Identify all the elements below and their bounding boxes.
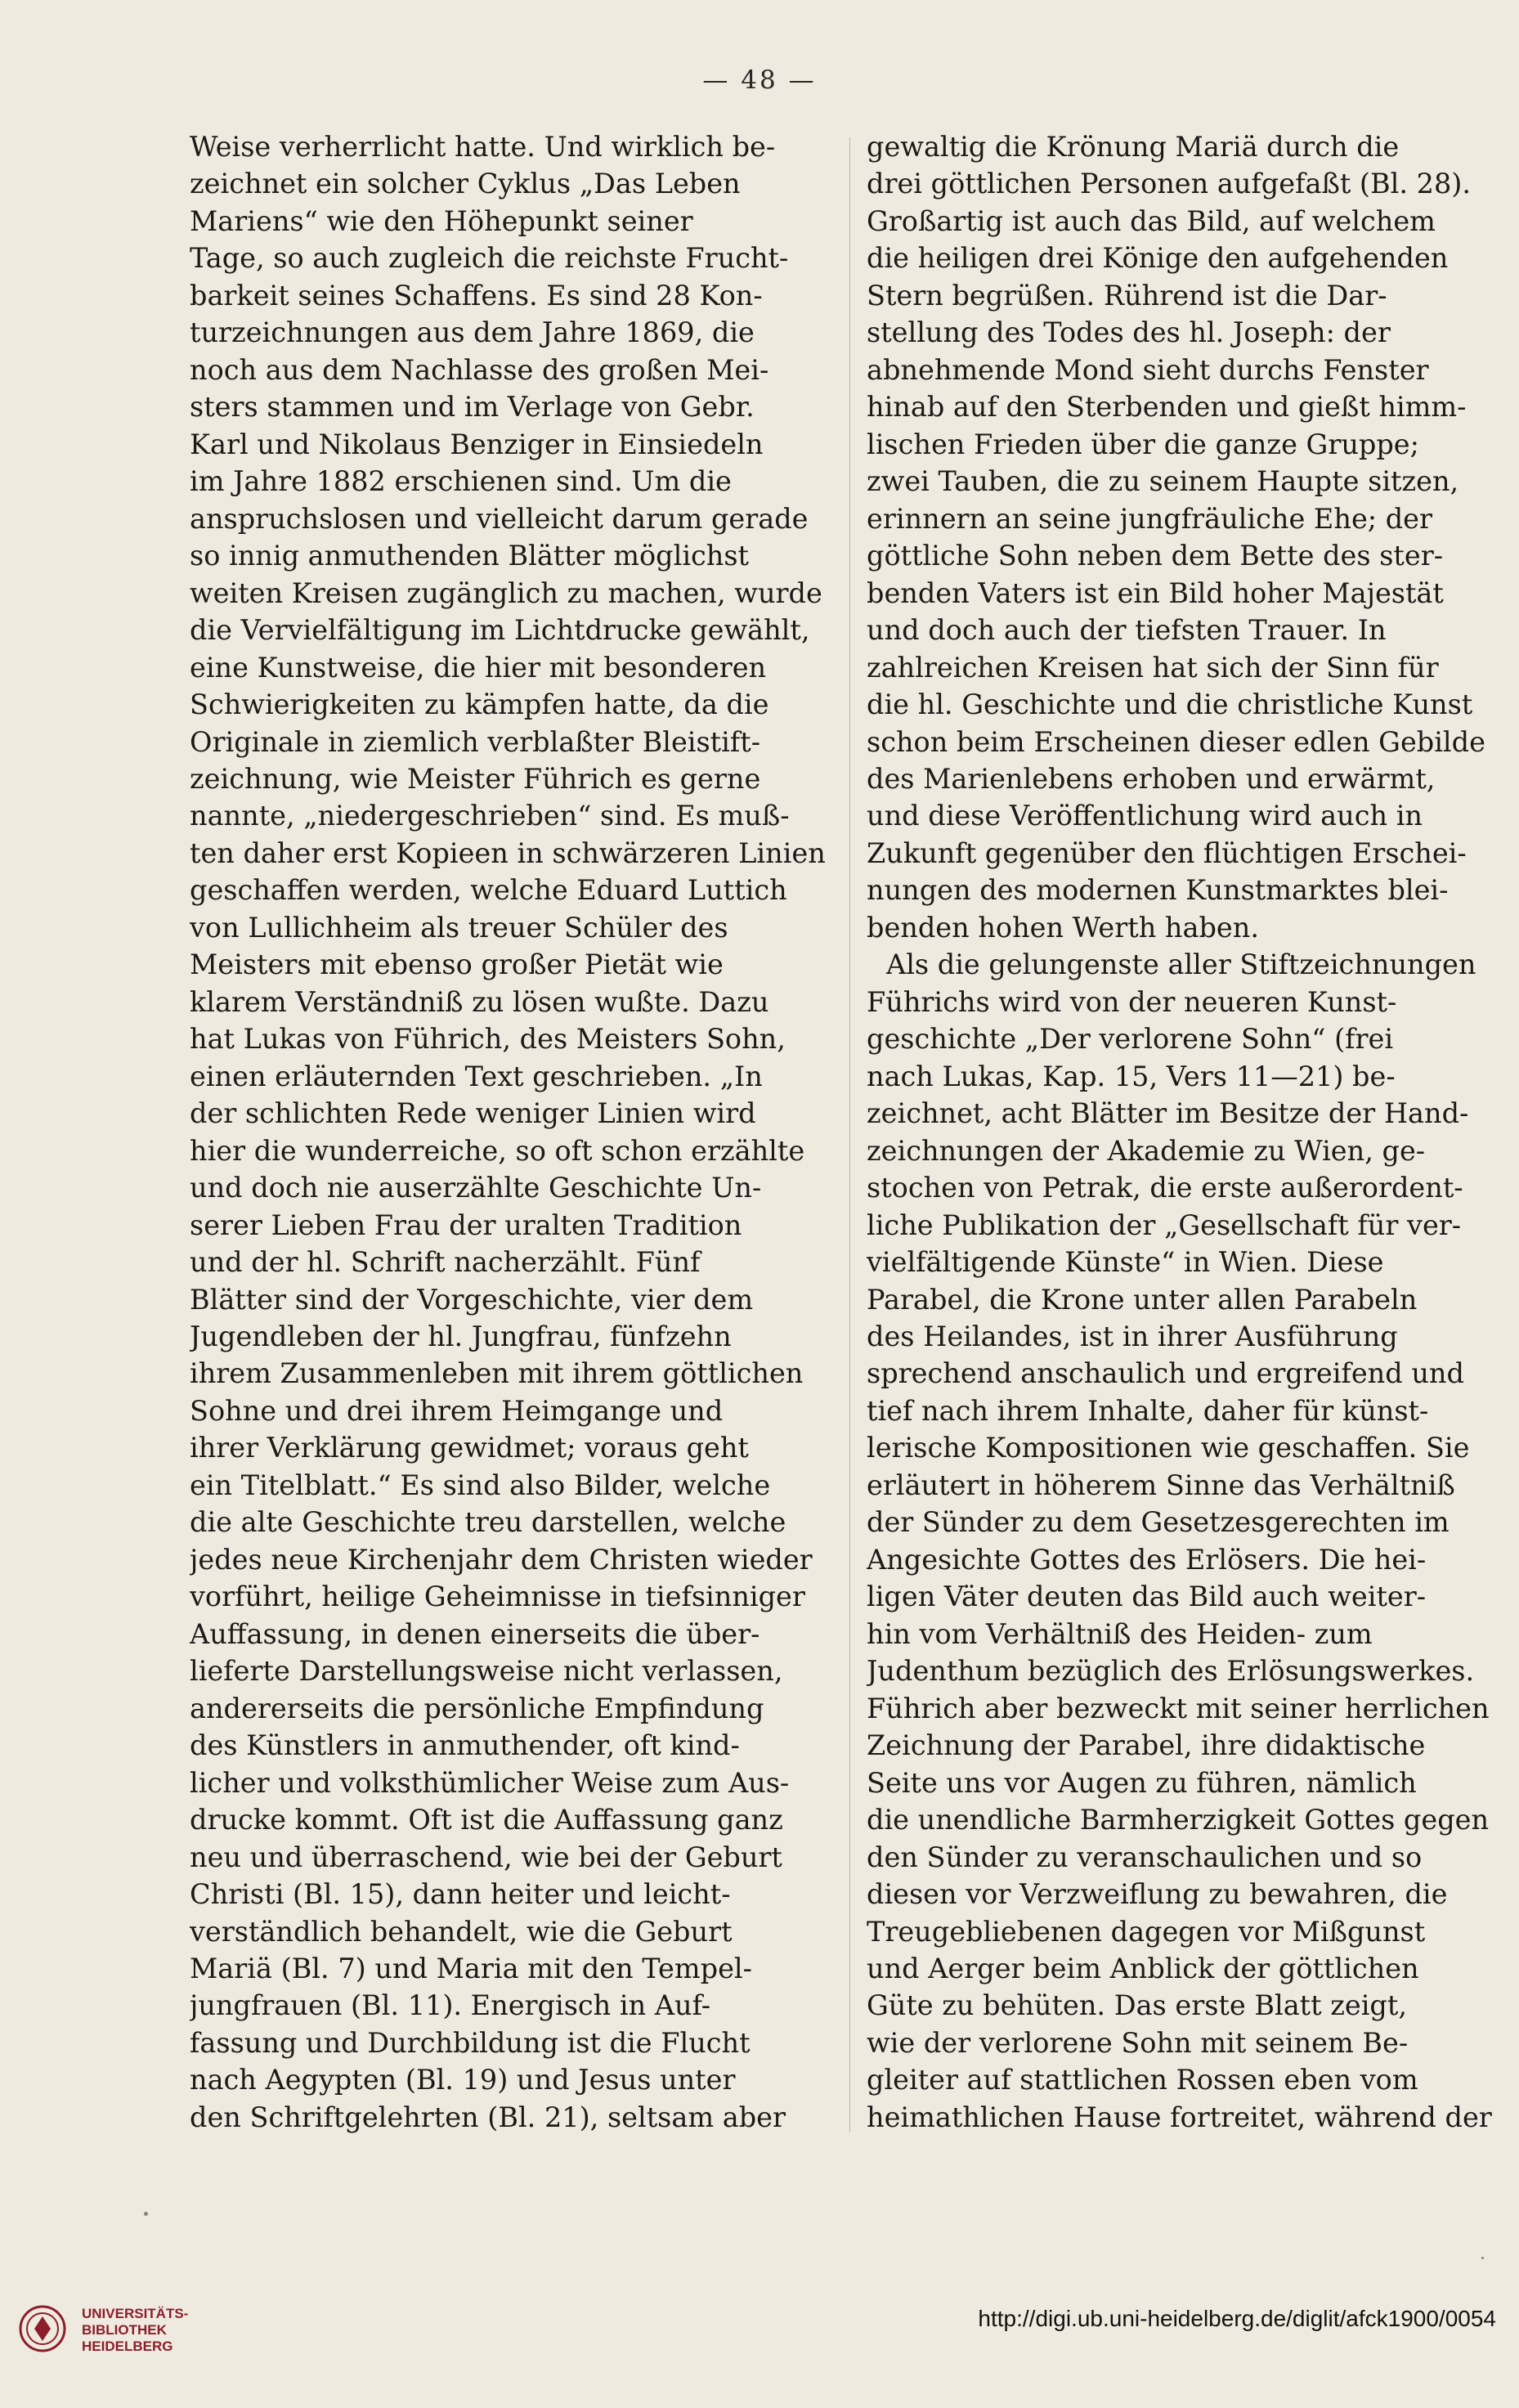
text-line: des Künstlers in anmuthender, oft kind- bbox=[190, 1729, 740, 1762]
text-line: nach Lukas, Kap. 15, Vers 11—21) be- bbox=[867, 1060, 1396, 1092]
scan-speck bbox=[1481, 2257, 1484, 2259]
text-line: hin vom Verhältniß des Heiden- zum bbox=[867, 1617, 1373, 1650]
text-line: und diese Veröffentlichung wird auch in bbox=[867, 800, 1423, 832]
text-line: benden Vaters ist ein Bild hoher Majestät bbox=[867, 576, 1444, 609]
text-line: hinab auf den Sterbenden und gießt himm- bbox=[867, 391, 1467, 424]
text-line: die hl. Geschichte und die christliche Kunst bbox=[867, 688, 1473, 721]
text-line: jungfrauen (Bl. 11). Energisch in Auf- bbox=[190, 1989, 711, 2022]
text-line: lieferte Darstellungsweise nicht verlassen, bbox=[190, 1655, 783, 1688]
text-line: ein Titelblatt.“ Es sind also Bilder, welche bbox=[190, 1469, 771, 1501]
text-line: Weise verherrlicht hatte. Und wirklich be- bbox=[190, 131, 776, 163]
scan-speck bbox=[144, 2212, 148, 2216]
text-line: andererseits die persönliche Empfindung bbox=[190, 1692, 764, 1724]
text-line: zeichnet ein solcher Cyklus „Das Leben bbox=[190, 168, 741, 200]
text-line: göttliche Sohn neben dem Bette des ster- bbox=[867, 540, 1444, 572]
text-line: licher und volksthümlicher Weise zum Aus- bbox=[190, 1766, 790, 1799]
text-line: gleiter auf stattlichen Rossen eben vom bbox=[867, 2064, 1418, 2096]
text-line: Zeichnung der Parabel, ihre didaktische bbox=[867, 1729, 1426, 1762]
text-line: zahlreichen Kreisen hat sich der Sinn für bbox=[867, 651, 1439, 684]
text-line: hat Lukas von Führich, des Meisters Sohn, bbox=[190, 1023, 786, 1056]
library-logo-line: BIBLIOTHEK bbox=[82, 2322, 167, 2338]
source-url[interactable]: http://digi.ub.uni-heidelberg.de/diglit/afck1900/0054 bbox=[978, 2306, 1496, 2331]
text-line: fassung und Durchbildung ist die Flucht bbox=[190, 2026, 751, 2059]
text-line: erinnern an seine jungfräuliche Ehe; der bbox=[867, 502, 1433, 535]
text-line: jedes neue Kirchenjahr dem Christen wieder bbox=[190, 1543, 813, 1576]
text-line: geschaffen werden, welche Eduard Luttich bbox=[190, 874, 787, 907]
text-line: Großartig ist auch das Bild, auf welchem bbox=[867, 204, 1436, 237]
text-line: noch aus dem Nachlasse des großen Mei- bbox=[190, 353, 769, 386]
library-logo-line: UNIVERSITÄTS- bbox=[82, 2306, 189, 2321]
text-line: stochen von Petrak, die erste außerordent- bbox=[867, 1172, 1463, 1204]
text-line: nungen des modernen Kunstmarktes blei- bbox=[867, 874, 1449, 907]
text-line: benden hohen Werth haben. bbox=[867, 911, 1259, 944]
text-line: zeichnet, acht Blätter im Besitze der Hand- bbox=[867, 1097, 1469, 1130]
text-line: Angesichte Gottes des Erlösers. Die hei- bbox=[867, 1543, 1427, 1576]
text-line: zeichnung, wie Meister Führich es gerne bbox=[190, 762, 761, 795]
text-line: ihrem Zusammenleben mit ihrem göttlichen bbox=[190, 1357, 804, 1390]
text-line: Stern begrüßen. Rührend ist die Dar- bbox=[867, 279, 1387, 312]
text-line: nannte, „niedergeschrieben“ sind. Es muß- bbox=[190, 800, 790, 832]
text-line: Als die gelungenste aller Stiftzeichnungen bbox=[886, 948, 1476, 981]
text-line: im Jahre 1882 erschienen sind. Um die bbox=[190, 465, 732, 498]
text-column-left bbox=[190, 131, 837, 2134]
text-line: zwei Tauben, die zu seinem Haupte sitzen, bbox=[867, 465, 1459, 498]
digitization-footer bbox=[0, 2289, 1519, 2408]
text-line: hier die wunderreiche, so oft schon erzählte bbox=[190, 1134, 805, 1167]
text-line: abnehmende Mond sieht durchs Fenster bbox=[867, 353, 1429, 386]
text-line: vorführt, heilige Geheimnisse in tiefsinniger bbox=[190, 1581, 805, 1613]
text-line: vielfältigende Künste“ in Wien. Diese bbox=[867, 1246, 1384, 1279]
text-line: neu und überraschend, wie bei der Geburt bbox=[190, 1841, 782, 1873]
text-line: verständlich behandelt, wie die Geburt bbox=[190, 1915, 733, 1948]
text-line: drucke kommt. Oft ist die Auffassung ganz bbox=[190, 1804, 783, 1836]
text-line: erläutert in höherem Sinne das Verhältniß bbox=[867, 1469, 1455, 1501]
text-line: Sohne und drei ihrem Heimgange und bbox=[190, 1394, 724, 1427]
text-line: wie der verlorene Sohn mit seinem Be- bbox=[867, 2026, 1409, 2059]
text-line: die heiligen drei Könige den aufgehenden bbox=[867, 242, 1449, 275]
text-line: turzeichnungen aus dem Jahre 1869, die bbox=[190, 316, 755, 349]
text-line: barkeit seines Schaffens. Es sind 28 Kon- bbox=[190, 279, 763, 312]
text-line: ligen Väter deuten das Bild auch weiter- bbox=[867, 1581, 1427, 1613]
text-line: so innig anmuthenden Blätter möglichst bbox=[190, 540, 750, 572]
text-line: den Sünder zu veranschaulichen und so bbox=[867, 1841, 1423, 1873]
text-line: die Vervielfältigung im Lichtdrucke gewählt, bbox=[190, 614, 810, 647]
text-line: und doch auch der tiefsten Trauer. In bbox=[867, 614, 1387, 647]
text-line: Mariä (Bl. 7) und Maria mit den Tempel- bbox=[190, 1952, 752, 1984]
text-line: nach Aegypten (Bl. 19) und Jesus unter bbox=[190, 2064, 736, 2096]
text-line: klarem Verständniß zu lösen wußte. Dazu bbox=[190, 985, 769, 1018]
text-line: ten daher erst Kopieen in schwärzeren Linien bbox=[190, 836, 826, 869]
text-line: Judenthum bezüglich des Erlösungswerkes. bbox=[867, 1655, 1475, 1688]
text-line: Auffassung, in denen einerseits die über- bbox=[190, 1617, 760, 1650]
text-line: tief nach ihrem Inhalte, daher für künst- bbox=[867, 1394, 1429, 1427]
text-line: des Heilandes, ist in ihrer Ausführung bbox=[867, 1321, 1398, 1352]
text-line: lerische Kompositionen wie geschaffen. Sie bbox=[867, 1432, 1470, 1464]
text-line: Seite uns vor Augen zu führen, nämlich bbox=[867, 1766, 1417, 1799]
page-number: — 48 — bbox=[702, 65, 817, 95]
text-line: Jugendleben der hl. Jungfrau, fünfzehn bbox=[190, 1321, 732, 1352]
text-line: sters stammen und im Verlage von Gebr. bbox=[190, 391, 755, 424]
text-line: diesen vor Verzweiflung zu bewahren, die bbox=[867, 1878, 1448, 1911]
text-line: Zukunft gegenüber den flüchtigen Erschei- bbox=[867, 836, 1467, 869]
text-line: eine Kunstweise, die hier mit besonderen bbox=[190, 651, 767, 684]
library-logo-text bbox=[82, 2306, 188, 2355]
text-line: und der hl. Schrift nacherzählt. Fünf bbox=[190, 1246, 701, 1279]
text-line: weiten Kreisen zugänglich zu machen, wurde bbox=[190, 576, 822, 609]
text-line: Schwierigkeiten zu kämpfen hatte, da die bbox=[190, 688, 769, 721]
text-line: anspruchslosen und vielleicht darum gerade bbox=[190, 502, 809, 535]
text-line: Originale in ziemlich verblaßter Bleistift- bbox=[190, 725, 761, 758]
text-line: und doch nie auserzählte Geschichte Un- bbox=[190, 1172, 762, 1204]
text-line: Meisters mit ebenso großer Pietät wie bbox=[190, 948, 724, 981]
text-line: der Sünder zu dem Gesetzesgerechten im bbox=[867, 1506, 1450, 1539]
text-line: von Lullichheim als treuer Schüler des bbox=[190, 911, 728, 944]
text-line: Treugebliebenen dagegen vor Mißgunst bbox=[867, 1915, 1426, 1948]
text-line: Karl und Nikolaus Benziger in Einsiedeln bbox=[190, 428, 764, 460]
text-line: die unendliche Barmherzigkeit Gottes gegen bbox=[867, 1804, 1490, 1836]
library-logo-line: HEIDELBERG bbox=[82, 2338, 173, 2354]
text-line: Mariens“ wie den Höhepunkt seiner bbox=[190, 204, 693, 237]
text-line: Blätter sind der Vorgeschichte, vier dem bbox=[190, 1283, 754, 1316]
university-seal-icon bbox=[18, 2304, 67, 2353]
text-line: liche Publikation der „Gesellschaft für ver- bbox=[867, 1208, 1462, 1241]
text-line: Tage, so auch zugleich die reichste Frucht- bbox=[190, 242, 789, 275]
text-line: die alte Geschichte treu darstellen, welche bbox=[190, 1506, 786, 1539]
text-line: des Marienlebens erhoben und erwärmt, bbox=[867, 762, 1436, 795]
text-line: Christi (Bl. 15), dann heiter und leicht- bbox=[190, 1878, 731, 1911]
text-line: den Schriftgelehrten (Bl. 21), seltsam aber bbox=[190, 2101, 786, 2133]
text-line: der schlichten Rede weniger Linien wird bbox=[190, 1097, 756, 1130]
text-line: Parabel, die Krone unter allen Parabeln bbox=[867, 1283, 1418, 1316]
column-divider bbox=[849, 137, 850, 2132]
text-line: geschichte „Der verlorene Sohn“ (frei bbox=[867, 1023, 1394, 1056]
text-line: ihrer Verklärung gewidmet; voraus geht bbox=[190, 1432, 749, 1464]
text-line: Führich aber bezweckt mit seiner herrlichen bbox=[867, 1692, 1490, 1724]
text-column-right bbox=[867, 131, 1514, 2134]
text-line: Führichs wird von der neueren Kunst- bbox=[867, 985, 1397, 1018]
text-line: zeichnungen der Akademie zu Wien, ge- bbox=[867, 1134, 1426, 1167]
text-line: schon beim Erscheinen dieser edlen Gebilde bbox=[867, 725, 1485, 758]
text-line: Güte zu behüten. Das erste Blatt zeigt, bbox=[867, 1989, 1407, 2022]
text-line: gewaltig die Krönung Mariä durch die bbox=[867, 131, 1400, 163]
text-line: stellung des Todes des hl. Joseph: der bbox=[867, 316, 1391, 349]
text-line: heimathlichen Hause fortreitet, während der bbox=[867, 2101, 1492, 2133]
text-line: sprechend anschaulich und ergreifend und bbox=[867, 1357, 1464, 1390]
text-line: und Aerger beim Anblick der göttlichen bbox=[867, 1952, 1419, 1984]
text-line: einen erläuternden Text geschrieben. „In bbox=[190, 1060, 763, 1092]
text-line: serer Lieben Frau der uralten Tradition bbox=[190, 1208, 742, 1241]
text-line: lischen Frieden über die ganze Gruppe; bbox=[867, 428, 1419, 460]
text-line: drei göttlichen Personen aufgefaßt (Bl. 28). bbox=[867, 168, 1471, 200]
